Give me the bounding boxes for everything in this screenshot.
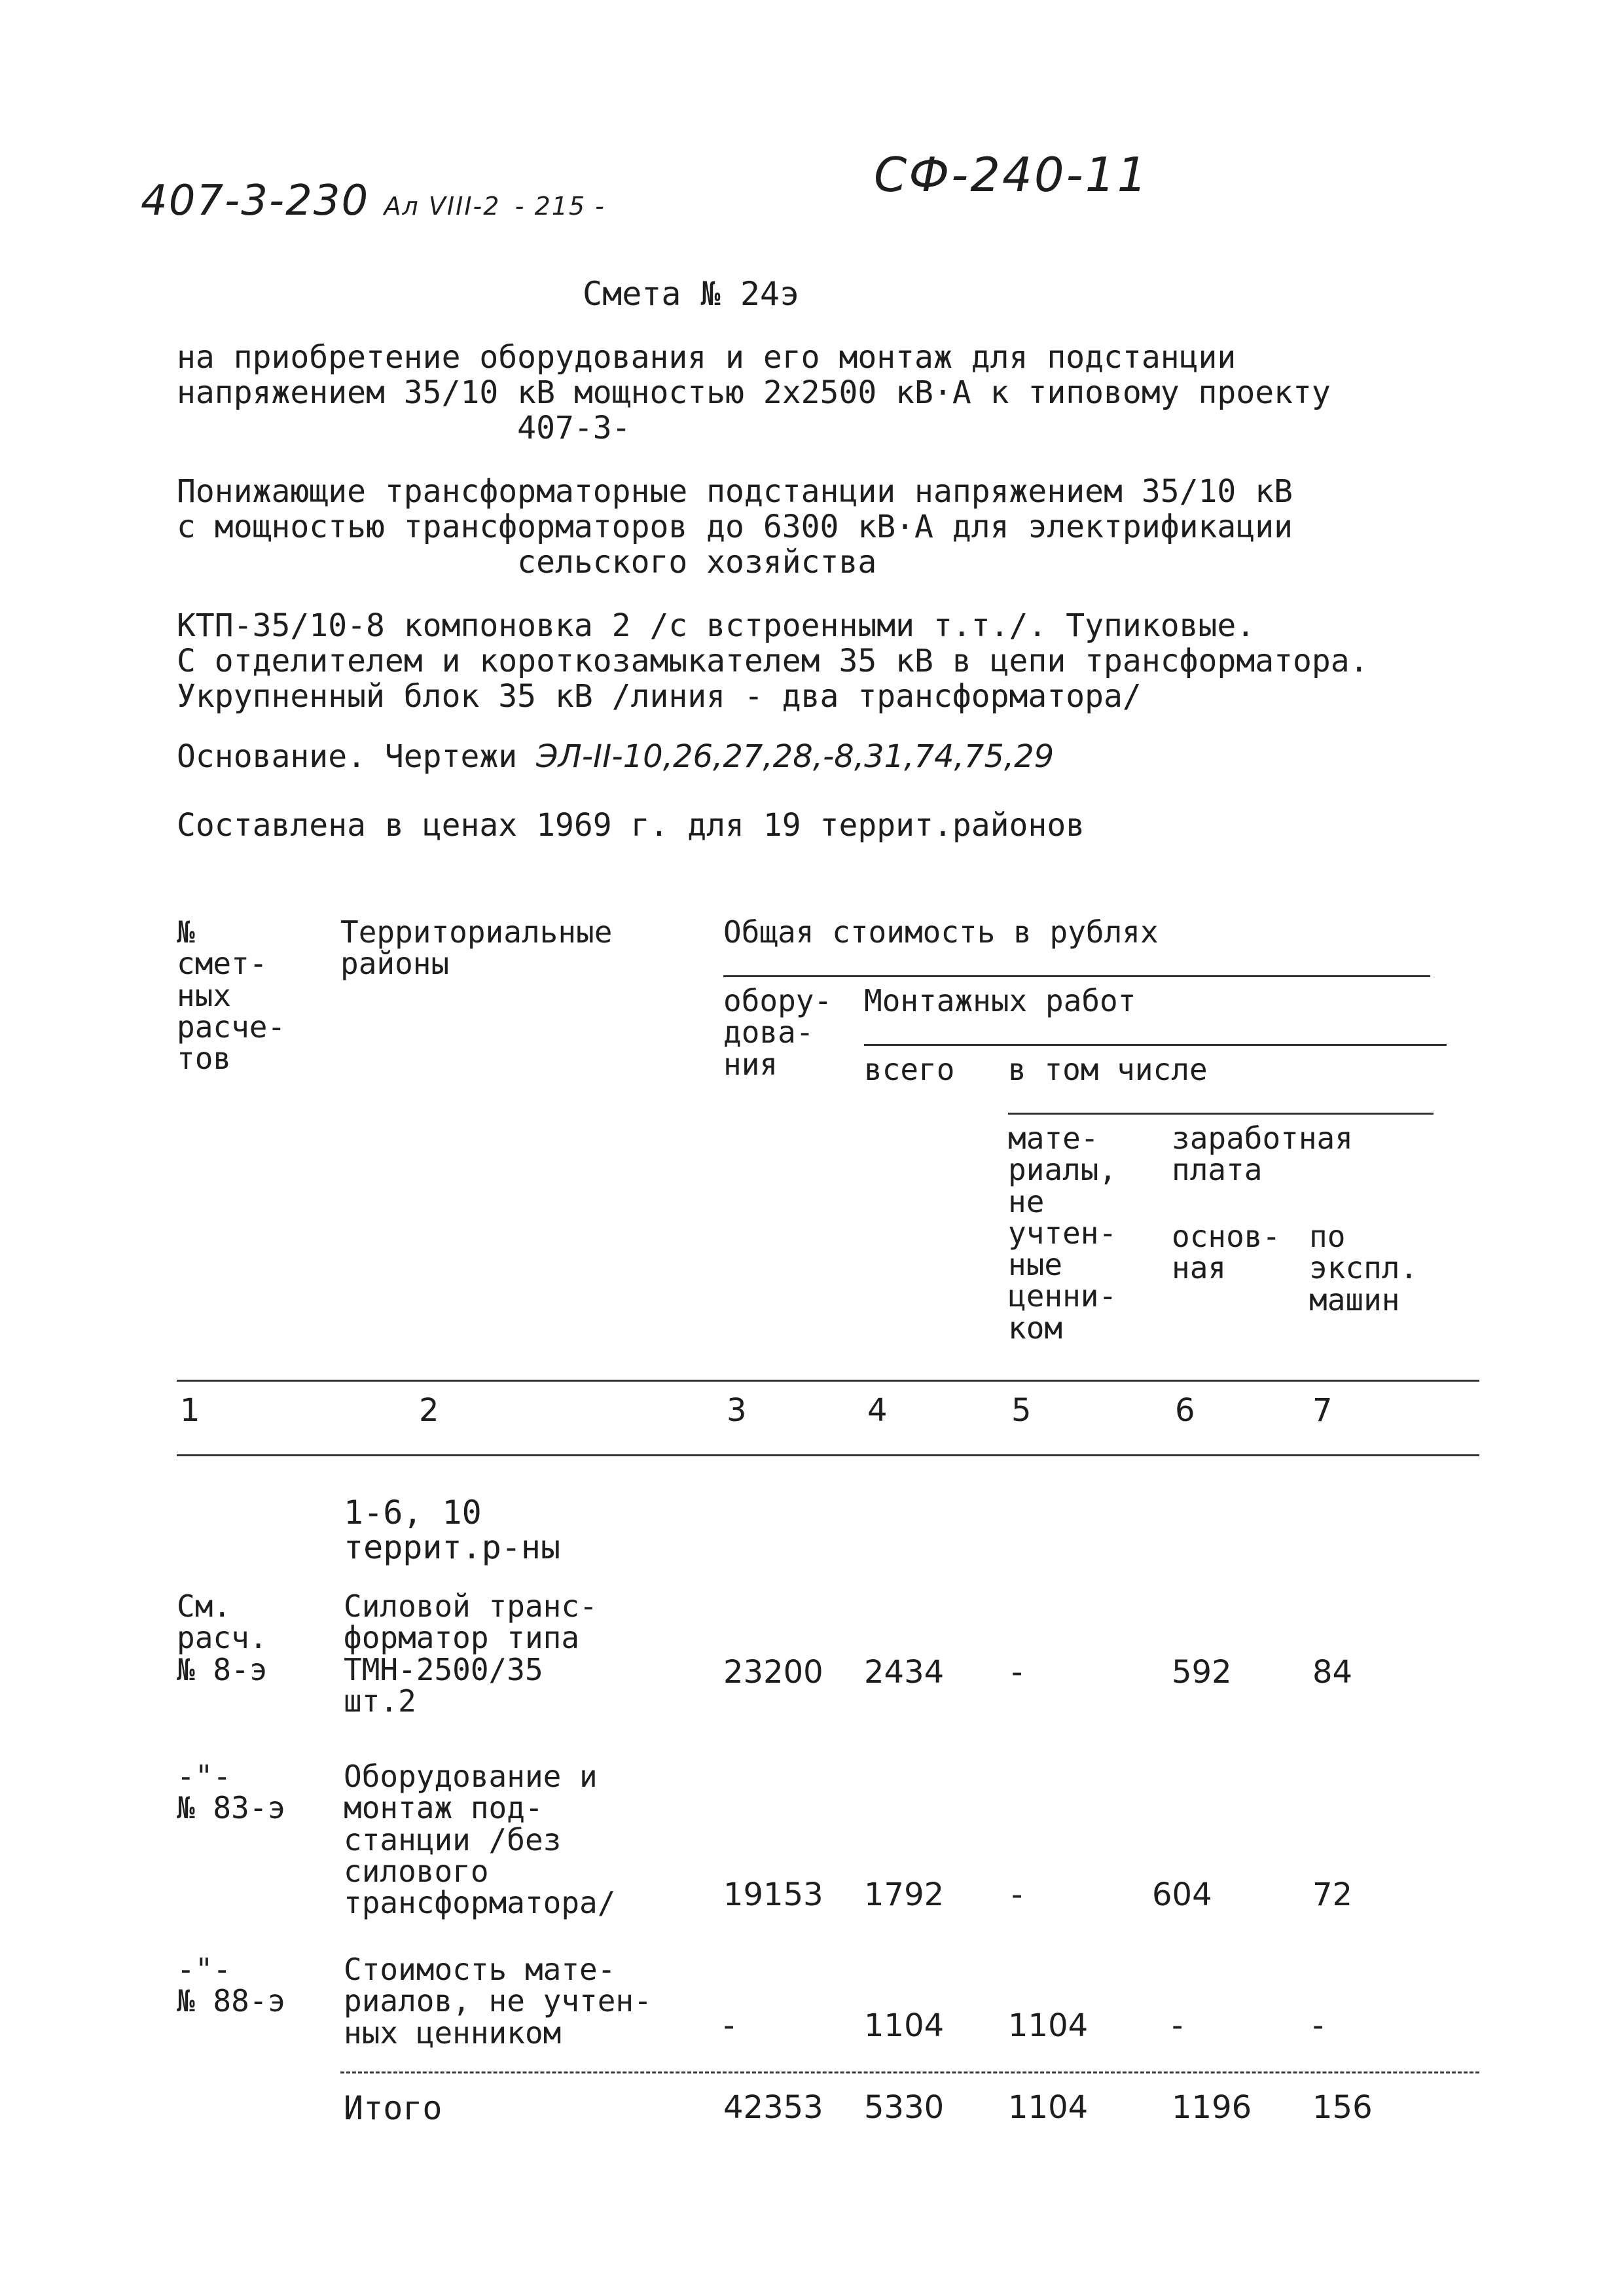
page-number: - 215 - — [514, 192, 605, 221]
column-number: 2 — [419, 1392, 439, 1429]
row-reference: См. расч. № 8-э — [177, 1588, 268, 1687]
layout-paragraph: КТП-35/10-8 компоновка 2 /с встроенными т.т./. Тупиковые. С отделителем и короткозамыкателем 35 кВ в цепи трансформатора. Укрупненный блок 35 кВ /линия - два трансформатора/ — [177, 607, 1369, 715]
column-number-rule — [177, 1454, 1479, 1456]
header-including: в том числе — [1008, 1052, 1208, 1087]
total-equipment: 42353 — [723, 2089, 823, 2126]
estimate-title: Смета № 24э — [583, 275, 800, 313]
total-label: Итого — [344, 2089, 442, 2127]
header-bottom-rule — [177, 1380, 1479, 1382]
row-item-name: Оборудование и монтаж под- станции /без силового трансформатора/ — [344, 1759, 616, 1921]
row-install-total: 1104 — [864, 2007, 945, 2044]
district-group-label: 1-6, 10 террит.р-ны — [344, 1494, 561, 1566]
column-number: 3 — [727, 1392, 747, 1429]
header-materials: мате- риалы, не учтен- ные ценни- ком — [1008, 1121, 1117, 1346]
header-total-cost: Общая стоимость в рублях — [723, 914, 1159, 950]
row-wage-machines: 84 — [1312, 1654, 1353, 1691]
purpose-paragraph: на приобретение оборудования и его монтаж для подстанции напряжением 35/10 кВ мощностью 2х2500 кВ·А к типовому проекту 407-3- — [177, 339, 1331, 446]
row-equipment-cost: 23200 — [723, 1654, 823, 1691]
column-number: 1 — [180, 1392, 200, 1429]
row-wage-basic: - — [1172, 2007, 1183, 2044]
column-number: 7 — [1312, 1392, 1333, 1429]
row-equipment-cost: - — [723, 2007, 735, 2044]
row-materials: - — [1011, 1654, 1023, 1691]
header-wage-machines: по экспл. машин — [1309, 1219, 1418, 1318]
header-wages: заработная плата — [1172, 1121, 1353, 1188]
header-rule — [1008, 1113, 1434, 1115]
header-rule — [723, 975, 1430, 977]
total-wage-machines: 156 — [1312, 2089, 1373, 2126]
row-reference: -"- № 83-э — [177, 1759, 286, 1826]
row-wage-basic: 592 — [1172, 1654, 1232, 1691]
total-wage-basic: 1196 — [1172, 2089, 1252, 2126]
row-item-name: Силовой транс- форматор типа ТМН-2500/35 шт.2 — [344, 1588, 598, 1719]
row-item-name: Стоимость мате- риалов, не учтен- ных ценником — [344, 1952, 652, 2051]
header-rule — [864, 1044, 1447, 1046]
basis-line — [177, 740, 1054, 775]
project-paragraph: Понижающие трансформаторные подстанции напряжением 35/10 кВ с мощностью трансформаторов до 6300 кВ·А для электрификации сельского хозяйства — [177, 473, 1293, 581]
header-wage-basic: основ- ная — [1172, 1219, 1281, 1286]
sheet-code: СФ-240-11 — [874, 147, 1149, 202]
header-estimate-number: № смет- ных расче- тов — [177, 914, 286, 1077]
row-wage-machines: 72 — [1312, 1876, 1353, 1913]
column-number: 4 — [867, 1392, 888, 1429]
row-materials: 1104 — [1008, 2007, 1089, 2044]
column-number: 5 — [1011, 1392, 1032, 1429]
document-code — [141, 177, 605, 225]
header-districts: Территориальные районы — [340, 914, 613, 982]
header-install-total: всего — [864, 1052, 955, 1087]
basis-label: Основание. Чертежи — [177, 738, 518, 775]
column-number: 6 — [1175, 1392, 1195, 1429]
row-materials: - — [1011, 1876, 1023, 1913]
row-wage-basic: 604 — [1152, 1876, 1212, 1913]
row-reference: -"- № 88-э — [177, 1952, 286, 2019]
prices-line: Составлена в ценах 1969 г. для 19 террит.районов — [177, 807, 1085, 844]
total-rule — [340, 2072, 1479, 2073]
header-installation: Монтажных работ — [864, 983, 1136, 1018]
total-install: 5330 — [864, 2089, 945, 2126]
row-equipment-cost: 19153 — [723, 1876, 823, 1913]
row-install-total: 2434 — [864, 1654, 945, 1691]
album-code: Ал VIII-2 — [384, 192, 501, 221]
header-equipment: обору- дова- ния — [723, 983, 833, 1082]
row-wage-machines: - — [1312, 2007, 1324, 2044]
doc-code: 407-3-230 — [141, 177, 370, 225]
total-materials: 1104 — [1008, 2089, 1089, 2126]
row-install-total: 1792 — [864, 1876, 945, 1913]
basis-drawings: ЭЛ-II-10,26,27,28,-8,31,74,75,29 — [536, 738, 1055, 775]
